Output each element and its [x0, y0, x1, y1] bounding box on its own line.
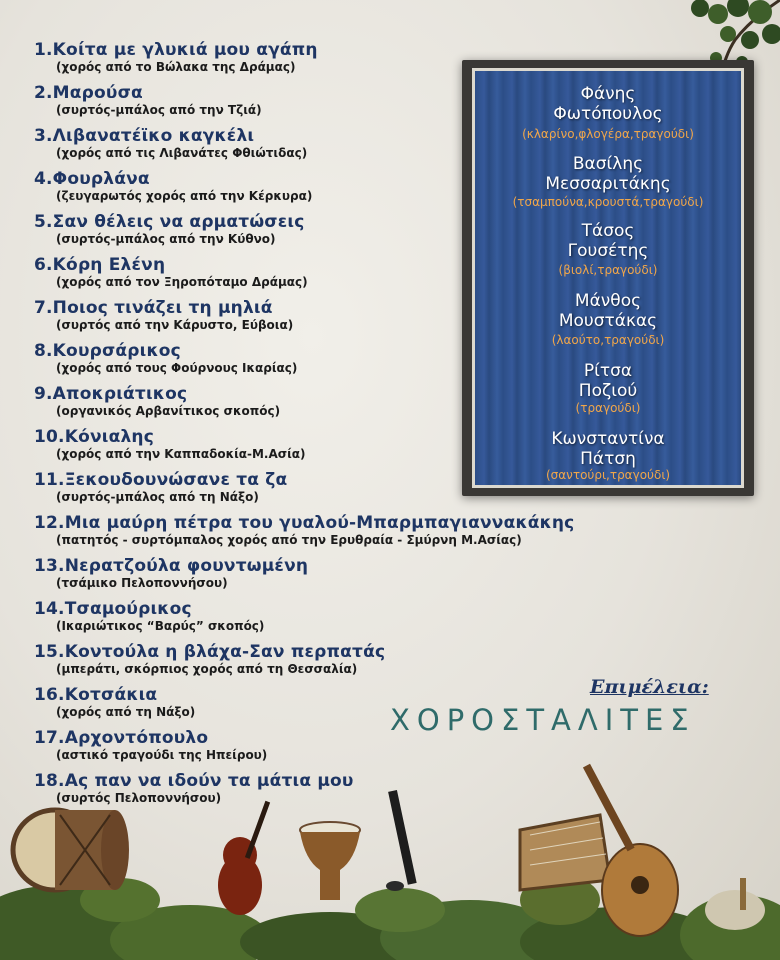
drum-icon [13, 810, 129, 890]
track-title: 16.Κοτσάκια [34, 685, 158, 705]
clarinet-icon [386, 790, 417, 891]
musician-first-name: Ρίτσα [583, 361, 633, 381]
musician-role: (κλαρίνο,φλογέρα,τραγούδι) [522, 127, 694, 141]
track-title: 12.Μια μαύρη πέτρα του γυαλού-Μπαρμπαγιαννακάκης [34, 513, 575, 533]
track-subtitle: (συρτός Πελοποννήσου) [56, 791, 222, 805]
musician-last-name: Πάτση [580, 449, 636, 469]
musician-first-name: Τάσος [581, 221, 635, 241]
track-subtitle: (χορός από τις Λιβανάτες Φθιώτιδας) [56, 146, 308, 160]
track-title: 17.Αρχοντόπουλο [34, 728, 209, 748]
track-title: 4.Φουρλάνα [34, 169, 150, 189]
track-title: 5.Σαν θέλεις να αρματώσεις [34, 212, 305, 232]
musician-last-name: Γουσέτης [567, 241, 649, 261]
instruments-foliage [0, 760, 780, 960]
track-title: 1.Κοίτα με γλυκιά μου αγάπη [34, 40, 318, 60]
musician-first-name: Κωνσταντίνα [551, 429, 665, 449]
track-title: 18.Ας παν να ιδούν τα μάτια μου [34, 771, 354, 791]
track-subtitle: (χορός από τον Ξηροπόταμο Δράμας) [56, 275, 308, 289]
track-subtitle: (συρτός-μπάλος από την Τζιά) [56, 103, 262, 117]
track-subtitle: (χορός από το Βώλακα της Δράμας) [56, 60, 296, 74]
musician-role: (σαντούρι,τραγούδι) [545, 468, 671, 482]
track-subtitle: (χορός από τη Νάξο) [56, 705, 196, 719]
musician-last-name: Φωτόπουλος [553, 104, 663, 124]
musician-last-name: Ποζιού [578, 381, 638, 401]
track-subtitle: (τσάμικο Πελοποννήσου) [56, 576, 228, 590]
musician-first-name: Φάνης [580, 84, 636, 104]
track-title: 6.Κόρη Ελένη [34, 255, 166, 275]
musician-first-name: Βασίλης [572, 154, 644, 174]
track-title: 7.Ποιος τινάζει τη μηλιά [34, 298, 273, 318]
darbuka-icon [300, 822, 360, 900]
track-subtitle: (χορός από τους Φούρνους Ικαρίας) [56, 361, 298, 375]
track-subtitle: (συρτός-μπάλος από τη Νάξο) [56, 490, 259, 504]
musician-role: (βιολί,τραγούδι) [558, 263, 658, 277]
track-title: 3.Λιβανατέϊκο καγκέλι [34, 126, 255, 146]
track-subtitle: (συρτός-μπάλος από την Κύθνο) [56, 232, 276, 246]
track-subtitle: (Ικαριώτικος “Βαρύς” σκοπός) [56, 619, 265, 633]
curated-by-label: Επιμέλεια: [590, 676, 709, 698]
track-title: 14.Τσαμούρικος [34, 599, 192, 619]
santouri-icon [520, 815, 610, 890]
track-subtitle: (συρτός από την Κάρυστο, Εύβοια) [56, 318, 294, 332]
track-subtitle: (μπεράτι, σκόρπιος χορός από τη Θεσσαλία) [56, 662, 358, 676]
musician-last-name: Μουστάκας [558, 311, 658, 331]
musician-last-name: Μεσσαριτάκης [545, 174, 671, 194]
musician-role: (τσαμπούνα,κρουστά,τραγούδι) [512, 195, 704, 209]
track-title: 9.Αποκριάτικος [34, 384, 188, 404]
track-subtitle: (ζευγαρωτός χορός από την Κέρκυρα) [56, 189, 313, 203]
track-subtitle: (αστικό τραγούδι της Ηπείρου) [56, 748, 268, 762]
track-title: 13.Νερατζούλα φουντωμένη [34, 556, 309, 576]
musician-role: (λαούτο,τραγούδι) [551, 333, 665, 347]
track-title: 11.Ξεκουδουνώσανε τα ζα [34, 470, 288, 490]
track-subtitle: (πατητός - συρτόμπαλος χορός από την Ερυθραία - Σμύρνη Μ.Ασίας) [56, 533, 522, 547]
group-name: ΧΟΡΟΣΤΑΛΙΤΕΣ [390, 703, 696, 737]
track-title: 15.Κοντούλα η βλάχα-Σαν περπατάς [34, 642, 386, 662]
track-title: 2.Μαρούσα [34, 83, 143, 103]
violin-icon [218, 801, 270, 915]
track-subtitle: (οργανικός Αρβανίτικος σκοπός) [56, 404, 281, 418]
track-title: 10.Κόνιαλης [34, 427, 154, 447]
track-subtitle: (χορός από την Καππαδοκία-Μ.Ασία) [56, 447, 306, 461]
track-title: 8.Κουρσάρικος [34, 341, 181, 361]
musician-first-name: Μάνθος [574, 291, 642, 311]
tsabouna-icon [705, 878, 765, 930]
musician-role: (τραγούδι) [575, 401, 641, 415]
